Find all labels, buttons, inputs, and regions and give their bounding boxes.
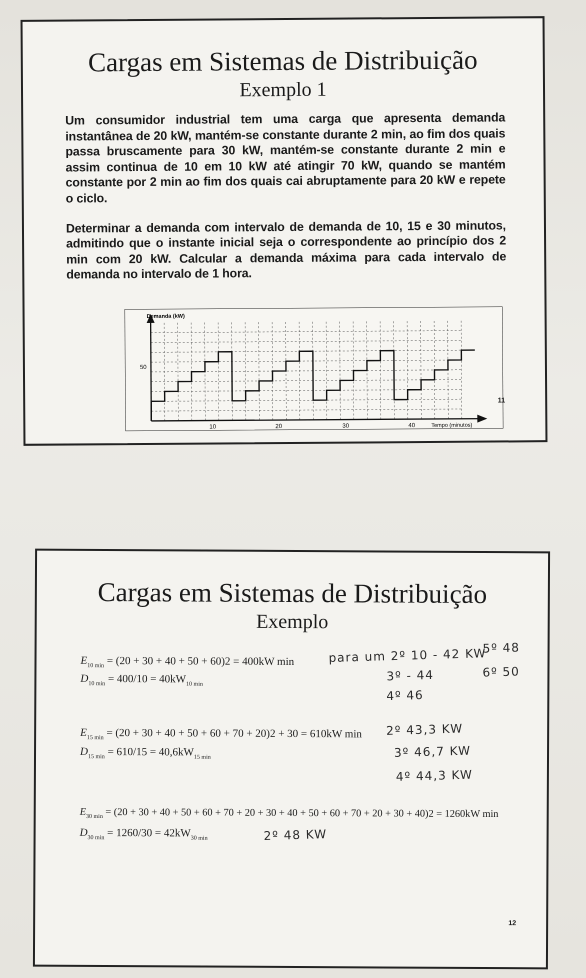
handwritten-note: 2º 43,3 KW xyxy=(385,721,464,738)
problem-question: Determinar a demanda com intervalo de demanda de 10, 15 e 30 minutos, admitindo que o instante inicial seja o correspondente ao princípio dos 2 min com 20 kW. Calcular a demanda máxima para cada intervalo de demanda no intervalo de 1 hora. xyxy=(65,218,507,282)
y-axis-label: Demanda (kW) xyxy=(146,313,185,320)
slide-11 xyxy=(21,16,548,446)
slide-title: Cargas em Sistemas de Distribuição xyxy=(97,576,488,610)
handwritten-note: 3º - 44 xyxy=(386,667,435,684)
problem-statement: Um consumidor industrial tem uma carga que apresenta demanda instantânea de 20 kW, mantém-se constante durante 2 min, ao fim dos quais passa bruscamente para 30 kW, mantém-se constante durante 2 min e assim continua de 10 em 10 kW até atingir 70 kW, quando se mantém constante por 2 min ao fim dos quais cai abruptamente para 20 kW e repete o ciclo. xyxy=(65,110,506,206)
x-tick-30: 30 xyxy=(342,423,350,430)
demand-chart xyxy=(125,306,504,431)
equation-energy-10min: $E_{10 min} = (20 + 30 + 40 + 50 + 60)2 = 400kW$ min xyxy=(80,654,295,670)
handwritten-note: 5º 48 xyxy=(482,640,521,656)
handwritten-note: 4º 46 xyxy=(386,688,424,704)
equation-demand-15min: $D_{15 min} = 610/15 = 40,6kW_{15 min}$ xyxy=(80,745,211,761)
chart-frame xyxy=(125,306,504,431)
x-tick-20: 20 xyxy=(275,424,283,431)
x-tick-40: 40 xyxy=(408,423,416,430)
equation-demand-10min: $D_{10 min} = 400/10 = 40kW_{10 min}$ xyxy=(80,672,203,688)
handwritten-note: para um 2º 10 - 42 KW xyxy=(328,646,487,665)
handwritten-note: 2º 48 KW xyxy=(263,827,328,843)
slide-title: Cargas em Sistemas de Distribuição xyxy=(87,44,478,78)
equation-demand-30min: $D_{30 min} = 1260/30 = 42kW_{30 min}$ xyxy=(79,826,208,842)
equation-energy-30min: $E_{30 min} = (20 + 30 + 40 + 50 + 60 + 70 + 20 + 30 + 40 + 50 + 60 + 70 + 20 + 30 + 40)2 = 1260kW$ min xyxy=(79,806,499,821)
page-number: 12 xyxy=(508,920,517,928)
y-tick-label: 50 xyxy=(139,364,147,372)
slide-subtitle: Exemplo xyxy=(256,610,329,634)
slide-subtitle: Exemplo 1 xyxy=(239,78,327,102)
x-axis-label: Tempo (minutos) xyxy=(431,422,473,429)
page-number: 11 xyxy=(497,397,506,405)
slide-12 xyxy=(33,549,550,970)
handwritten-note: 3º 46,7 KW xyxy=(393,743,472,760)
handwritten-note: 6º 50 xyxy=(482,664,521,680)
handwritten-note: 4º 44,3 KW xyxy=(395,767,474,784)
equation-energy-15min: $E_{15 min} = (20 + 30 + 40 + 50 + 60 + 70 + 20)2 + 30 = 610kW$ min xyxy=(80,726,362,742)
x-tick-10: 10 xyxy=(209,424,217,431)
